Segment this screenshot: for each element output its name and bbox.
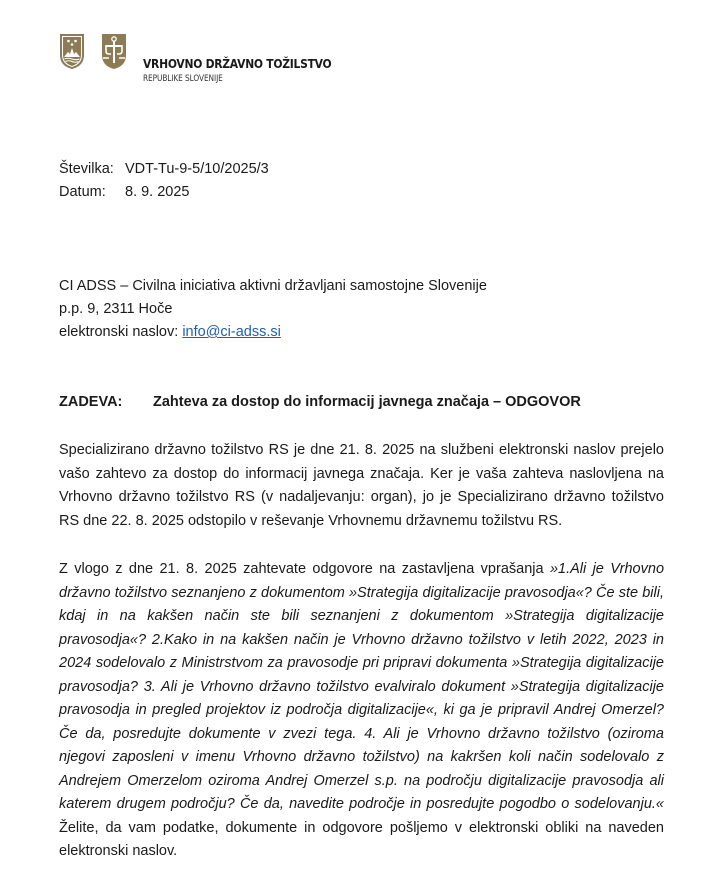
recipient-address bbox=[59, 275, 487, 344]
reference-number-label: Številka: bbox=[59, 161, 114, 177]
reference-number-value: VDT-Tu-9-5/10/2025/3 bbox=[125, 161, 269, 177]
document-meta bbox=[59, 158, 269, 204]
recipient-email-line bbox=[59, 321, 487, 344]
date-value: 8. 9. 2025 bbox=[125, 184, 190, 200]
body-paragraph-1: Specializirano državno tožilstvo RS je dne 21. 8. 2025 na službeni elektronski naslov prejelo vašo zahtevo za dostop do informacij javnega značaja. Ker je vaša zahteva naslovljena na Vrhovno državno tožilstvo RS (v nadaljevanju: organ), jo je Specializirano državno tožilstvo RS dne 22. 8. 2025 odstopilo v reševanje Vrhovnemu državnemu tožilstvu RS. bbox=[59, 442, 664, 529]
email-link[interactable]: info@ci-adss.si bbox=[182, 324, 281, 340]
date-label: Datum: bbox=[59, 184, 106, 200]
prosecution-emblem-icon bbox=[100, 33, 128, 70]
date-row bbox=[59, 181, 269, 204]
subject-text: Zahteva za dostop do informacij javnega značaja – ODGOVOR bbox=[153, 394, 581, 410]
reference-number-row bbox=[59, 158, 269, 181]
paragraph-2-intro: Z vlogo z dne 21. 8. 2025 zahtevate odgovore na zastavljena vprašanja bbox=[59, 561, 550, 577]
body-paragraph-2 bbox=[59, 558, 664, 864]
organization-name: VRHOVNO DRŽAVNO TOŽILSTVO bbox=[143, 56, 332, 71]
subject-line bbox=[59, 394, 581, 410]
quoted-questions: »1.Ali je Vrhovno državno tožilstvo seznanjeno z dokumentom »Strategija digitalizacije pravosodja«? Če ste bili, kdaj in na kakšen način ste bili seznanjeni z dokumentom »Strategija digitalizacije pravosodja«? 2.Kako in na kakšen način je Vrhovno državno tožilstvo v letih 2022, 2023 in 2024 sodelovalo z Ministrstvom za pravosodje pri pripravi dokumenta »Strategija digitalizacije pravosodja? 3. Ali je Vrhovno državno tožilstvo evalviralo dokument »Strategija digitalizacije pravosodja in pregled projektov iz področja digitalizacije«, ki ga je pripravil Andrej Omerzel? Če da, posredujte dokumente v zvezi tega. 4. Ali je Vrhovno državno tožilstvo (oziroma njegovi zaposleni v imenu Vrhovno državno tožilstvo) na kakršen koli način sodelovalo z Andrejem Omerzelom oziroma Andrej Omerzel s.p. na področju digitalizacije pravosodja ali katerem drugem področju? Če da, navedite področje in posredujte pogodbo o sodelovanju.« bbox=[59, 561, 665, 812]
paragraph-2-outro: Želite, da vam podatke, dokumente in odgovore pošljemo v elektronski obliki na naveden elektronski naslov. bbox=[59, 819, 664, 859]
recipient-postal-address: p.p. 9, 2311 Hoče bbox=[59, 301, 173, 317]
organization-subtitle: REPUBLIKE SLOVENIJE bbox=[143, 74, 223, 84]
slovenia-coat-of-arms-icon bbox=[58, 33, 86, 70]
email-label: elektronski naslov: bbox=[59, 324, 183, 340]
recipient-name: CI ADSS – Civilna iniciativa aktivni državljani samostojne Slovenije bbox=[59, 278, 487, 294]
subject-label: ZADEVA: bbox=[59, 394, 123, 410]
